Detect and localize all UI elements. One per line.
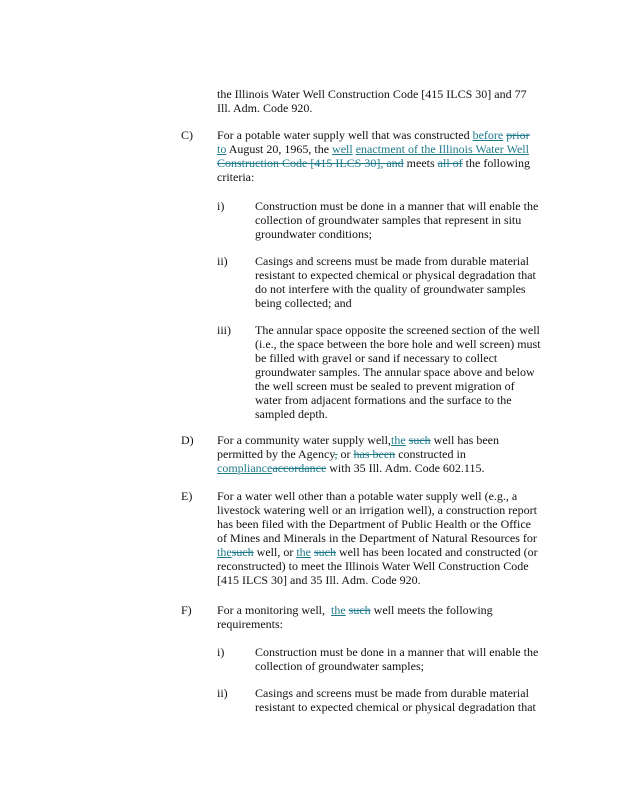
item-d-text: For a community water supply well,the such well has been permitted by the Agency, or has been constructed in complianceaccordance with 35 Ill. Adm. Code 602.115.	[217, 433, 499, 475]
continuation-text: the Illinois Water Well Construction Code [415 ILCS 30] and 77 Ill. Adm. Code 920.	[217, 87, 527, 115]
subitem-label-f-i: i)	[217, 645, 225, 659]
subitem-c-iii-text: The annular space opposite the screened section of the well (i.e., the space between the bore hole and well screen) must be filled with gravel or sand if necessary to collect groundwater samples. The annular space above and below the well screen must be sealed to prevent migration of water from adjacent formations and the surface to the sampled depth.	[255, 323, 541, 421]
item-label-d: D)	[181, 433, 194, 447]
subitem-label-c-i: i)	[217, 199, 225, 213]
item-e-text: For a water well other than a potable water supply well (e.g., a livestock watering well or an irrigation well), a construction report has been filed with the Department of Public Health or the Office of Mines and Minerals in the Department of Natural Resources for thesuch well, or the such well has been located and constructed (or reconstructed) to meet the Illinois Water Well Construction Code [415 ILCS 30] and 35 Ill. Adm. Code 920.	[217, 489, 538, 587]
item-c-text: For a potable water supply well that was constructed before prior to August 20, 1965, the well enactment of the Illinois Water Well Construction Code [415 ILCS 30], and meets all of the following criteria:	[217, 128, 530, 184]
subitem-label-f-ii: ii)	[217, 686, 228, 700]
item-label-f: F)	[181, 603, 192, 617]
subitem-label-c-iii: iii)	[217, 323, 231, 337]
subitem-c-i-text: Construction must be done in a manner that will enable the collection of groundwater samples that represent in situ groundwater conditions;	[255, 199, 539, 241]
subitem-c-ii-text: Casings and screens must be made from durable material resistant to expected chemical or physical degradation that do not interfere with the quality of groundwater samples being collected; and	[255, 254, 536, 310]
subitem-label-c-ii: ii)	[217, 254, 228, 268]
subitem-f-i-text: Construction must be done in a manner that will enable the collection of groundwater samples;	[255, 645, 539, 673]
item-label-c: C)	[181, 128, 193, 142]
item-label-e: E)	[181, 489, 193, 503]
subitem-f-ii-text: Casings and screens must be made from durable material resistant to expected chemical or physical degradation that	[255, 686, 536, 714]
item-f-text: For a monitoring well, the such well meets the following requirements:	[217, 603, 493, 631]
